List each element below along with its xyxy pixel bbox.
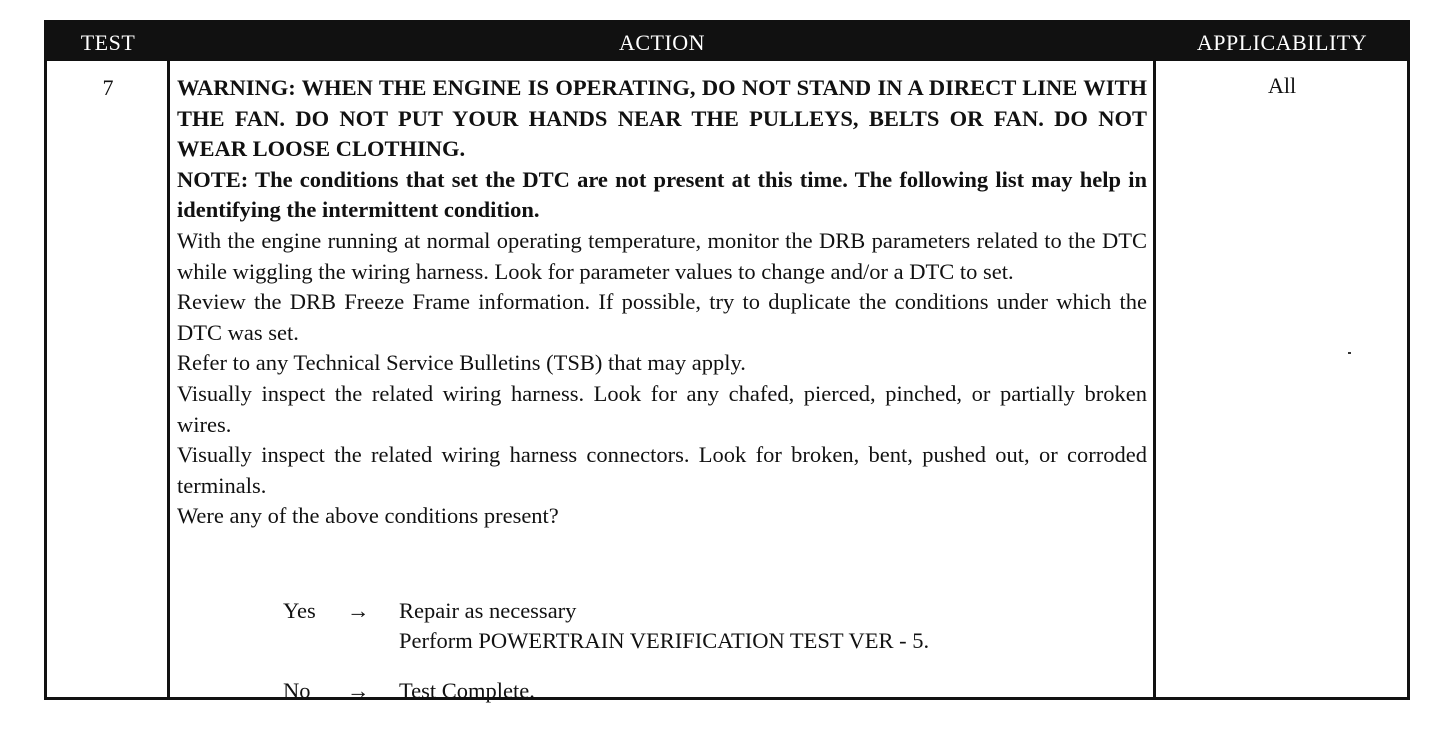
note-text: NOTE: The conditions that set the DTC are not present at this time. The following list may help in identifying the intermittent condition.	[177, 166, 1147, 223]
header-test: TEST	[80, 30, 136, 55]
header-action: ACTION	[618, 30, 706, 55]
arrow-icon: →	[347, 598, 370, 623]
diagnostic-table	[44, 20, 1410, 703]
column-divider	[167, 61, 170, 697]
step-3: Refer to any Technical Service Bulletins (TSB) that may apply.	[177, 350, 746, 376]
no-action: Test Complete.	[399, 678, 535, 703]
yes-action-1: Repair as necessary	[399, 598, 577, 623]
arrow-icon: →	[347, 678, 370, 703]
table-header	[47, 23, 1407, 61]
action-cell	[177, 73, 1147, 703]
warning-text: WARNING: WHEN THE ENGINE IS OPERATING, DO NOT STAND IN A DIRECT LINE WITH THE FAN. DO NOT PUT YOUR HANDS NEAR THE PULLEYS, BELTS OR FAN. DO NOT WEAR LOOSE CLOTHING.	[177, 75, 1147, 162]
column-divider	[1153, 61, 1156, 697]
yes-action-2: Perform POWERTRAIN VERIFICATION TEST VER - 5.	[399, 628, 930, 653]
step-4: Visually inspect the related wiring harness. Look for any chafed, pierced, pinched, or partially broken wires.	[177, 380, 1147, 437]
applicability-value: All	[1267, 73, 1297, 98]
step-2: Review the DRB Freeze Frame information. If possible, try to duplicate the conditions under which the DTC was set.	[177, 289, 1147, 345]
scan-speck	[1348, 352, 1351, 354]
header-applicability: APPLICABILITY	[1196, 30, 1368, 55]
yes-label: Yes	[283, 598, 316, 623]
no-label: No	[283, 678, 311, 703]
question-text: Were any of the above conditions present?	[177, 503, 559, 529]
step-5: Visually inspect the related wiring harness connectors. Look for broken, bent, pushed out, or corroded terminals.	[177, 442, 1147, 498]
step-1: With the engine running at normal operating temperature, monitor the DRB parameters related to the DTC while wiggling the wiring harness. Look for parameter values to change and/or a DTC to set.	[177, 227, 1147, 284]
test-number: 7	[102, 75, 114, 100]
